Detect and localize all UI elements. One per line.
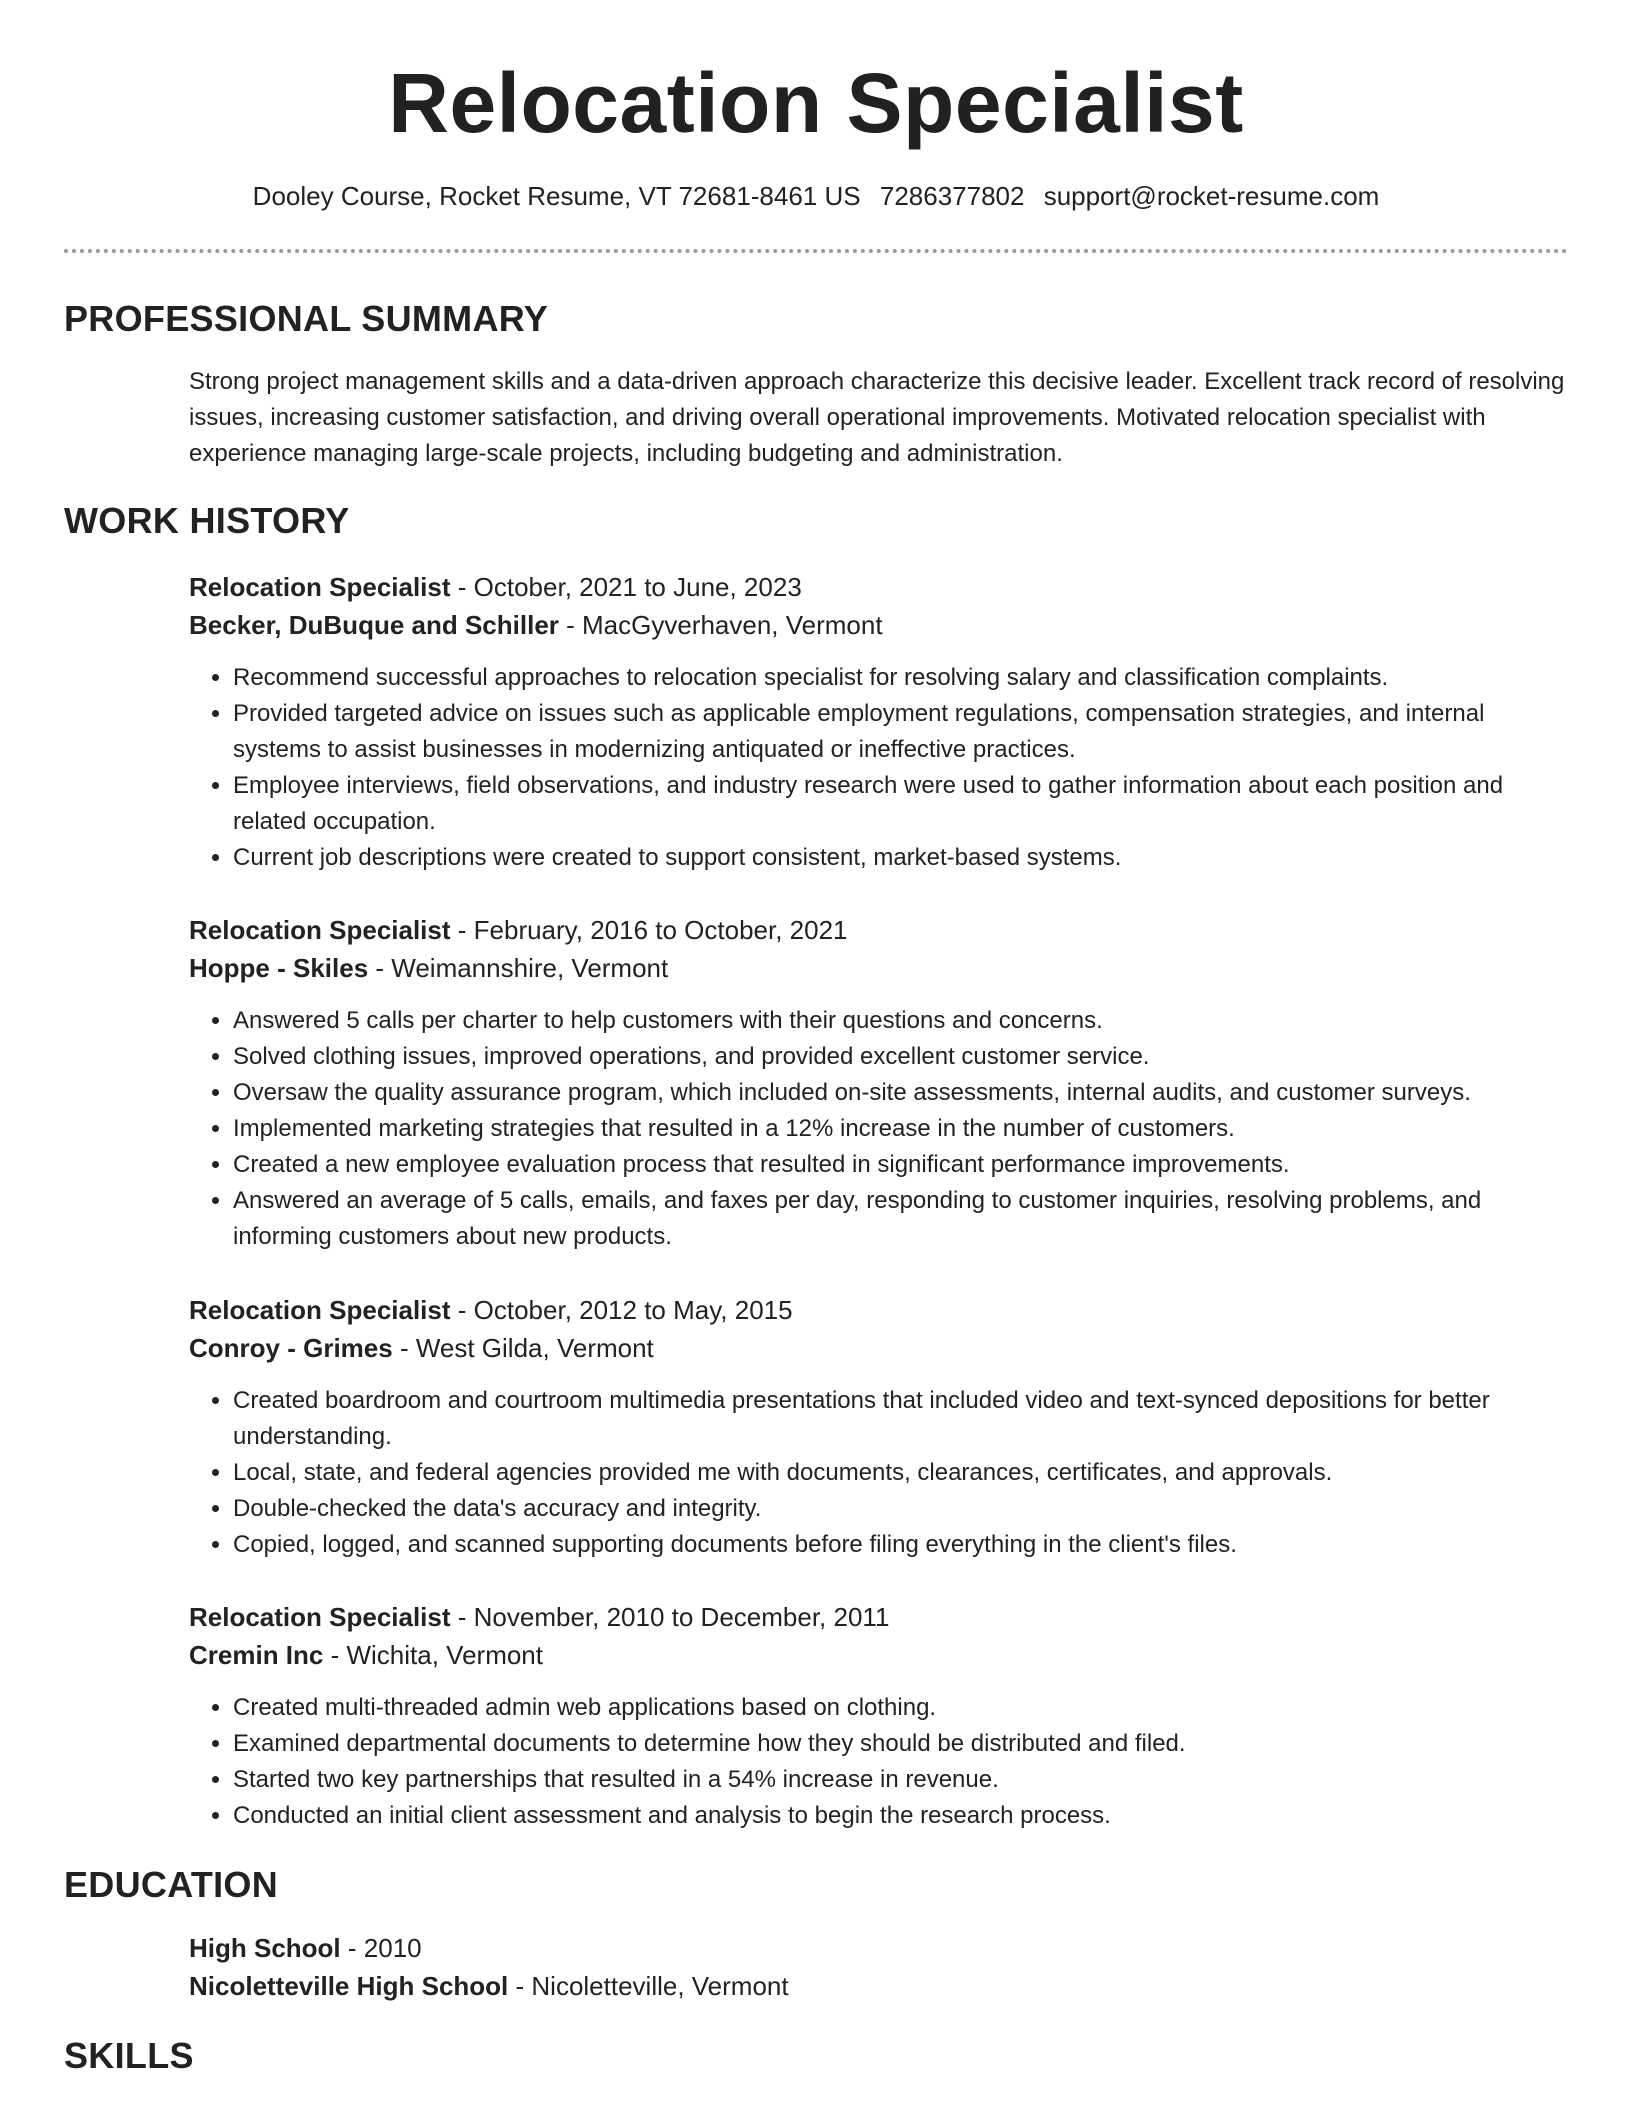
job-title-line (189, 1598, 1569, 1636)
job-dates: - November, 2010 to December, 2011 (450, 1602, 890, 1632)
job-entry (189, 1291, 1569, 1563)
list-item: • Provided targeted advice on issues such as applicable employment regulations, compensation strategies, and internal systems to assist businesses in modernizing antiquated or ineffective practices. (233, 696, 1569, 768)
education-school-line (189, 1967, 1569, 2005)
summary-block (189, 364, 1569, 472)
job-bullets (189, 1383, 1569, 1563)
job-location: - MacGyverhaven, Vermont (558, 610, 883, 640)
job-company-line (189, 1329, 1569, 1367)
section-title-education: EDUCATION (64, 1864, 279, 1905)
job-company: Hoppe - Skiles (189, 953, 369, 983)
list-item: • Examined departmental documents to determine how they should be distributed and filed. (233, 1726, 1569, 1762)
summary-text: Strong project management skills and a data-driven approach characterize this decisive leader. Excellent track record of resolving issues, increasing customer satisfaction, and driving overall operational improvements. Motivated relocation specialist with experience managing large-scale projects, including budgeting and administration. (189, 368, 1565, 467)
job-company: Cremin Inc (189, 1640, 324, 1670)
education-entry (189, 1929, 1569, 2005)
job-bullets (189, 660, 1569, 876)
job-company-line (189, 1636, 1569, 1674)
job-title-line (189, 911, 1569, 949)
job-bullets (189, 1003, 1569, 1255)
job-entry (189, 568, 1569, 876)
list-item: • Recommend successful approaches to relocation specialist for resolving salary and classification complaints. (233, 660, 1569, 696)
list-item: • Answered an average of 5 calls, emails, and faxes per day, responding to customer inquiries, resolving problems, and informing customers about new products. (233, 1183, 1569, 1255)
job-role: Relocation Specialist (189, 572, 451, 602)
job-entry (189, 911, 1569, 1255)
contact-line (0, 181, 1632, 212)
list-item: • Started two key partnerships that resulted in a 54% increase in revenue. (233, 1762, 1569, 1798)
list-item: • Local, state, and federal agencies provided me with documents, clearances, certificates, and approvals. (233, 1455, 1569, 1491)
list-item: • Conducted an initial client assessment and analysis to begin the research process. (233, 1798, 1569, 1834)
job-entry (189, 1598, 1569, 1834)
list-item: • Employee interviews, field observations, and industry research were used to gather information about each position and related occupation. (233, 768, 1569, 840)
job-dates: - October, 2021 to June, 2023 (450, 572, 802, 602)
education-degree-line (189, 1929, 1569, 1967)
contact-email: support@rocket-resume.com (1043, 181, 1380, 211)
list-item: • Answered 5 calls per charter to help customers with their questions and concerns. (233, 1003, 1569, 1039)
education-school: Nicoletteville High School (189, 1971, 509, 2001)
job-role: Relocation Specialist (189, 1602, 451, 1632)
job-company: Conroy - Grimes (189, 1333, 393, 1363)
list-item: • Created multi-threaded admin web applications based on clothing. (233, 1690, 1569, 1726)
education-location: - Nicoletteville, Vermont (508, 1971, 789, 2001)
job-dates: - February, 2016 to October, 2021 (450, 915, 848, 945)
section-title-summary: PROFESSIONAL SUMMARY (64, 298, 549, 339)
job-company-line (189, 949, 1569, 987)
list-item: • Copied, logged, and scanned supporting documents before filing everything in the client's files. (233, 1527, 1569, 1563)
job-location: - Wichita, Vermont (323, 1640, 543, 1670)
list-item: • Double-checked the data's accuracy and integrity. (233, 1491, 1569, 1527)
list-item: • Oversaw the quality assurance program, which included on-site assessments, internal audits, and customer surveys. (233, 1075, 1569, 1111)
job-dates: - October, 2012 to May, 2015 (450, 1295, 793, 1325)
job-location: - Weimannshire, Vermont (368, 953, 669, 983)
list-item: • Implemented marketing strategies that resulted in a 12% increase in the number of customers. (233, 1111, 1569, 1147)
list-item: • Solved clothing issues, improved operations, and provided excellent customer service. (233, 1039, 1569, 1075)
job-title-line (189, 1291, 1569, 1329)
job-location: - West Gilda, Vermont (392, 1333, 654, 1363)
section-title-work: WORK HISTORY (64, 500, 350, 541)
job-title-line (189, 568, 1569, 606)
contact-address: Dooley Course, Rocket Resume, VT 72681-8461 US (252, 181, 861, 211)
header-divider (64, 249, 1568, 253)
candidate-name: Relocation Specialist (388, 56, 1244, 150)
list-item: • Created boardroom and courtroom multimedia presentations that included video and text-synced depositions for better understanding. (233, 1383, 1569, 1455)
list-item: • Current job descriptions were created to support consistent, market-based systems. (233, 840, 1569, 876)
job-role: Relocation Specialist (189, 1295, 451, 1325)
education-year: - 2010 (340, 1933, 422, 1963)
job-bullets (189, 1690, 1569, 1834)
job-company-line (189, 606, 1569, 644)
contact-phone: 7286377802 (879, 181, 1025, 211)
section-title-skills: SKILLS (64, 2035, 194, 2076)
education-degree: High School (189, 1933, 341, 1963)
job-role: Relocation Specialist (189, 915, 451, 945)
job-company: Becker, DuBuque and Schiller (189, 610, 559, 640)
list-item: • Created a new employee evaluation process that resulted in significant performance improvements. (233, 1147, 1569, 1183)
